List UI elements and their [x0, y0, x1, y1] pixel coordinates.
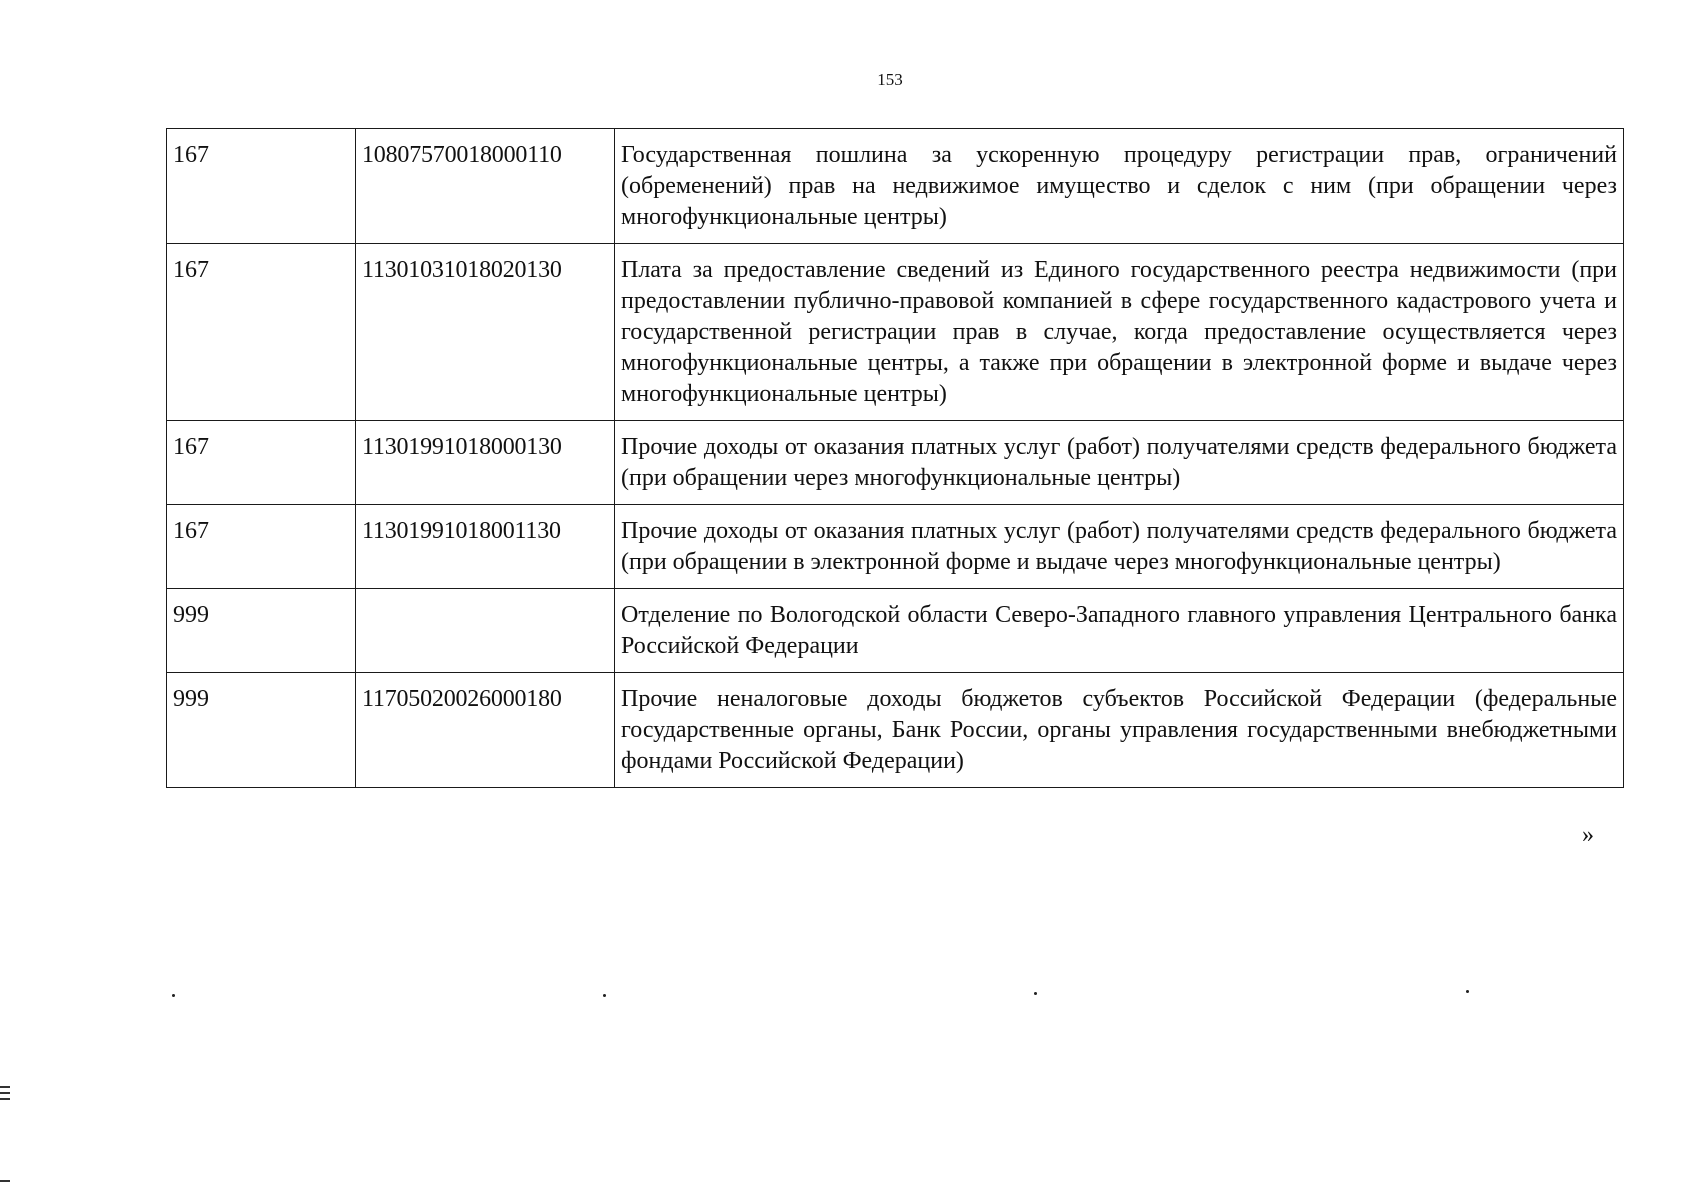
revenue-name-cell: Государственная пошлина за ускоренную процедуру регистрации прав, ограничений (обременений) прав на недвижимое имущество и сделок с ним (при обращении через многофункциональные центры) [615, 129, 1624, 244]
revenue-name-cell: Прочие доходы от оказания платных услуг (работ) получателями средств федерального бюджета (при обращении через многофункциональные центры) [615, 421, 1624, 505]
kbk-code-cell: 11301031018020130 [356, 244, 615, 421]
table-row [167, 589, 1624, 673]
margin-mark [0, 1092, 10, 1094]
scan-speck [603, 994, 606, 997]
kbk-code-cell: 10807570018000110 [356, 129, 615, 244]
revenue-name-cell: Плата за предоставление сведений из Единого государственного реестра недвижимости (при предоставлении публично-правовой компанией в сфере государственного кадастрового учета и государственной регистрации прав в случае, когда предоставление осуществляется через многофункциональные центры, а также при обращении в электронной форме и выдаче через многофункциональные центры) [615, 244, 1624, 421]
revenue-name-cell: Прочие доходы от оказания платных услуг (работ) получателями средств федерального бюджета (при обращении в электронной форме и выдаче через многофункциональные центры) [615, 505, 1624, 589]
kbk-code-cell: 11301991018001130 [356, 505, 615, 589]
scan-speck [1034, 992, 1037, 995]
table-row [167, 673, 1624, 788]
scan-speck [1466, 990, 1469, 993]
admin-code-cell: 167 [167, 505, 356, 589]
table-row [167, 421, 1624, 505]
admin-code-cell: 999 [167, 673, 356, 788]
table-row [167, 129, 1624, 244]
scan-speck [172, 994, 175, 997]
closing-quote: » [1582, 822, 1594, 848]
admin-code-cell: 999 [167, 589, 356, 673]
revenue-name-cell: Прочие неналоговые доходы бюджетов субъектов Российской Федерации (федеральные государственные органы, Банк России, органы управления государственными внебюджетными фондами Российской Федерации) [615, 673, 1624, 788]
margin-mark [0, 1180, 10, 1182]
margin-mark [0, 1098, 10, 1100]
page-number: 153 [877, 70, 903, 89]
table-row [167, 244, 1624, 421]
kbk-code-cell [356, 589, 615, 673]
revenue-codes-table [166, 128, 1624, 788]
kbk-code-cell: 11301991018000130 [356, 421, 615, 505]
table-row [167, 505, 1624, 589]
margin-mark [0, 1086, 10, 1088]
kbk-code-cell: 11705020026000180 [356, 673, 615, 788]
admin-code-cell: 167 [167, 129, 356, 244]
admin-code-cell: 167 [167, 244, 356, 421]
admin-code-cell: 167 [167, 421, 356, 505]
revenue-name-cell: Отделение по Вологодской области Северо-Западного главного управления Центрального банка Российской Федерации [615, 589, 1624, 673]
